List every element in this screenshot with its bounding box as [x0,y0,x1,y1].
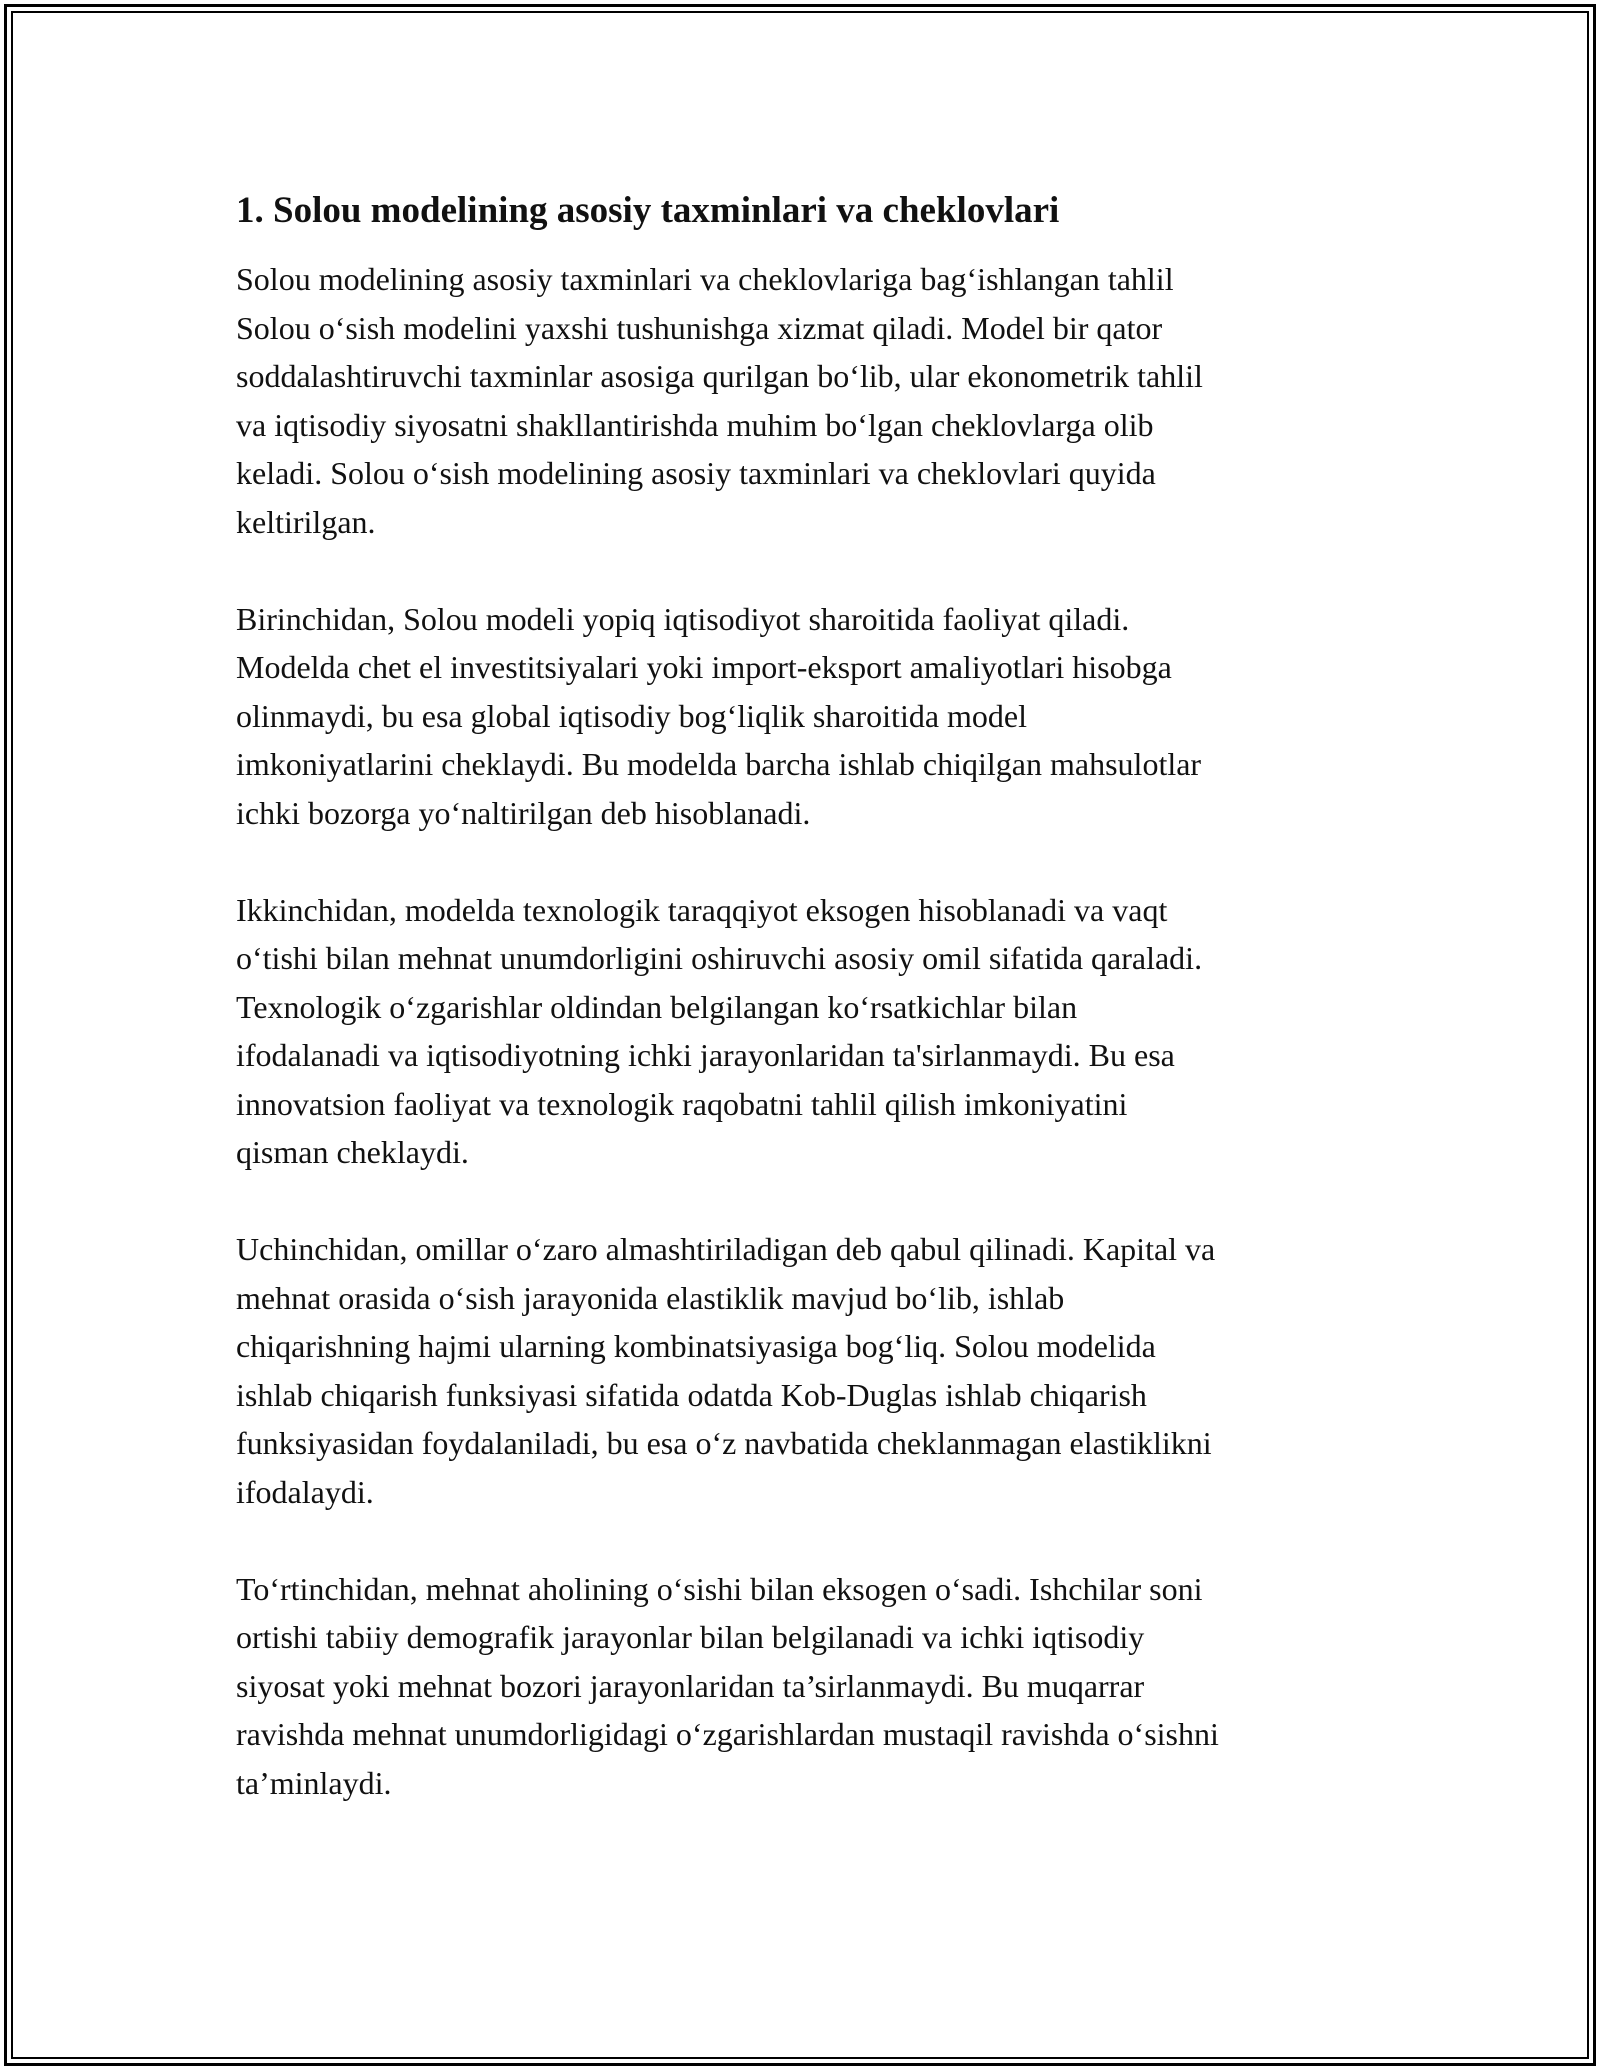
text-line: Ikkinchidan, modelda texnologik taraqqiyot eksogen hisoblanadi va vaqt [236,891,1168,928]
document-body [236,187,1376,1856]
text-line: ravishda mehnat unumdorligidagi o‘zgarishlardan mustaqil ravishda o‘sishni [236,1716,1219,1752]
text-line: siyosat yoki mehnat bozori jarayonlaridan ta’sirlanmaydi. Bu muqarrar [236,1667,1145,1704]
text-line: ichki bozorga yo‘naltirilgan deb hisoblanadi. [236,794,811,831]
text-line: ishlab chiqarish funksiyasi sifatida odatda Kob-Duglas ishlab chiqarish [236,1376,1147,1413]
text-line: funksiyasidan foydalaniladi, bu esa o‘z navbatida cheklanmagan elastiklikni [236,1425,1212,1461]
text-line: keltirilgan. [236,503,376,540]
text-line: innovatsion faoliyat va texnologik raqobatni tahlil qilish imkoniyatini [236,1085,1128,1122]
text-line: o‘tishi bilan mehnat unumdorligini oshiruvchi asosiy omil sifatida qaraladi. [236,940,1203,976]
text-line: ifodalanadi va iqtisodiyotning ichki jarayonlaridan ta'sirlanmaydi. Bu esa [236,1037,1175,1073]
text-line: Uchinchidan, omillar o‘zaro almashtiriladigan deb qabul qilinadi. Kapital va [236,1231,1216,1267]
paragraph-fourth-assumption [236,1565,1376,1808]
text-line: Solou modelining asosiy taxminlari va cheklovlariga bag‘ishlangan tahlil [236,261,1174,297]
text-line: qisman cheklaydi. [236,1134,469,1170]
section-title: 1. Solou modelining asosiy taxminlari va cheklovlari [236,190,1060,231]
paragraph-intro [236,255,1376,546]
text-line: To‘rtinchidan, mehnat aholining o‘sishi bilan eksogen o‘sadi. Ishchilar soni [236,1570,1203,1607]
text-line: Texnologik o‘zgarishlar oldindan belgilangan ko‘rsatkichlar bilan [236,988,1078,1025]
text-line: ta’minlaydi. [236,1764,392,1801]
paragraph-second-assumption [236,886,1376,1177]
text-line: olinmaydi, bu esa global iqtisodiy bog‘liqlik sharoitida model [236,697,1028,734]
text-line: Modelda chet el investitsiyalari yoki import-eksport amaliyotlari hisobga [236,649,1172,685]
text-line: keladi. Solou o‘sish modelining asosiy taxminlari va cheklovlari quyida [236,455,1156,491]
text-line: va iqtisodiy siyosatni shakllantirishda muhim bo‘lgan cheklovlarga olib [236,406,1154,443]
text-line: soddalashtiruvchi taxminlar asosiga qurilgan bo‘lib, ular ekonometrik tahlil [236,358,1203,394]
text-line: Solou o‘sish modelini yaxshi tushunishga xizmat qiladi. Model bir qator [236,309,1163,346]
text-line: ortishi tabiiy demografik jarayonlar bilan belgilanadi va ichki iqtisodiy [236,1619,1145,1655]
paragraph-first-assumption [236,595,1376,838]
text-line: ifodalaydi. [236,1473,374,1510]
text-line: imkoniyatlarini cheklaydi. Bu modelda barcha ishlab chiqilgan mahsulotlar [236,746,1202,782]
text-line: mehnat orasida o‘sish jarayonida elastiklik mavjud bo‘lib, ishlab [236,1279,1065,1316]
text-line: Birinchidan, Solou modeli yopiq iqtisodiyot sharoitida faoliyat qiladi. [236,600,1130,637]
paragraph-third-assumption [236,1225,1376,1516]
text-line: chiqarishning hajmi ularning kombinatsiyasiga bog‘liq. Solou modelida [236,1328,1156,1364]
